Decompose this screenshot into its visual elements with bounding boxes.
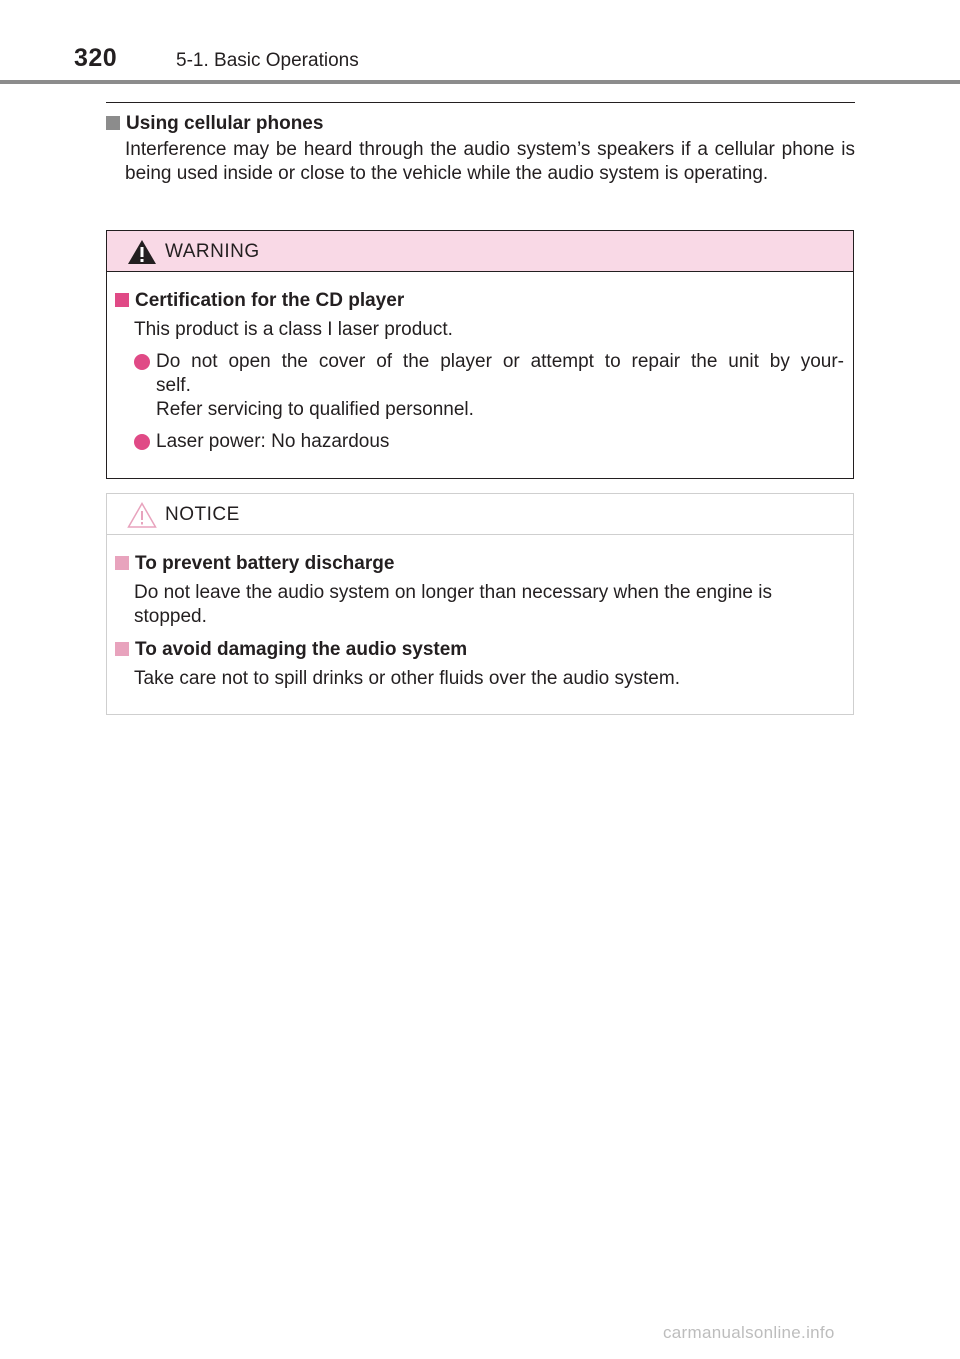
notice-body xyxy=(107,535,853,691)
bullet-line: Laser power: No hazardous xyxy=(156,431,390,452)
notice-heading xyxy=(115,553,853,575)
circle-bullet-icon xyxy=(134,354,150,370)
section-divider xyxy=(106,102,855,103)
intro-heading-text: Using cellular phones xyxy=(126,113,324,134)
intro-body: Interference may be heard through the audio system’s speakers if a cellular phone is being used inside or close to the vehicle while the audio system is operating. xyxy=(125,139,855,184)
warning-body xyxy=(107,272,853,454)
notice-header xyxy=(107,494,853,535)
warning-bullet xyxy=(134,430,844,454)
notice-heading-text: To avoid damaging the audio system xyxy=(135,639,468,660)
bullet-line: self. xyxy=(156,375,191,396)
header-rule xyxy=(0,80,960,84)
notice-triangle-icon xyxy=(127,502,157,528)
watermark: carmanualsonline.info xyxy=(663,1323,835,1342)
intro-section xyxy=(106,113,855,186)
page-number: 320 xyxy=(74,44,118,72)
notice-text: Take care not to spill drinks or other fluids over the audio system. xyxy=(134,668,680,689)
warning-box xyxy=(106,230,854,479)
square-bullet-icon xyxy=(115,642,129,656)
warning-triangle-icon xyxy=(127,239,157,265)
bullet-line: Do not open the cover of the player or attempt to repair the unit by your- xyxy=(156,351,844,372)
warning-header xyxy=(107,231,853,272)
section-title: 5-1. Basic Operations xyxy=(176,50,359,71)
warning-label: WARNING xyxy=(165,241,260,262)
warning-heading xyxy=(115,290,853,312)
warning-heading-text: Certification for the CD player xyxy=(135,290,405,311)
square-bullet-icon xyxy=(115,556,129,570)
notice-box xyxy=(106,493,854,715)
bullet-line: Refer servicing to qualified personnel. xyxy=(156,399,474,420)
notice-heading xyxy=(115,639,853,661)
notice-label: NOTICE xyxy=(165,504,240,525)
square-bullet-icon xyxy=(115,293,129,307)
warning-bullet xyxy=(134,350,844,422)
intro-heading xyxy=(106,113,855,135)
warning-text: This product is a class I laser product. xyxy=(134,319,453,340)
circle-bullet-icon xyxy=(134,434,150,450)
square-bullet-icon xyxy=(106,116,120,130)
notice-text: Do not leave the audio system on longer than necessary when the engine is stopped. xyxy=(134,582,772,627)
notice-heading-text: To prevent battery discharge xyxy=(135,553,395,574)
